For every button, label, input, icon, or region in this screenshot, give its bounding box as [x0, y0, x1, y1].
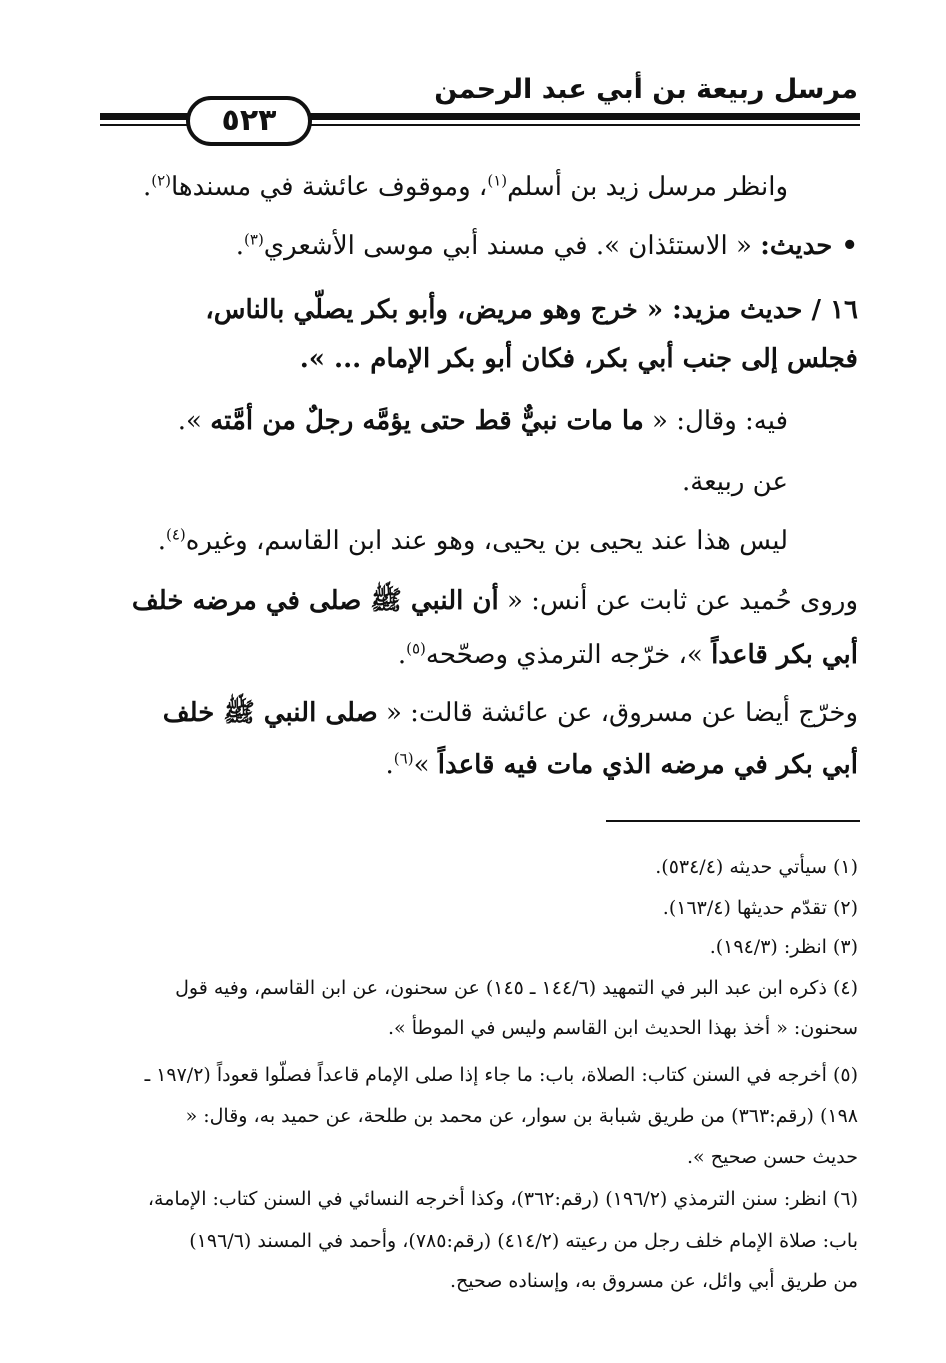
hadith-label: حديث مزيد:	[672, 295, 803, 325]
footnote-ref[interactable]: (٢)	[151, 171, 171, 190]
body-line-3: ١٦ / حديث مزيد: « خرج وهو مريض، وأبو بكر يصلّي بالناس،	[205, 295, 858, 325]
footnote-3: (٣) انظر: (١٩٤/٣).	[709, 936, 858, 958]
footnote-5-cont-2: حديث حسن صحيح ».	[687, 1146, 858, 1168]
footnote-5-cont: ١٩٨) (رقم:٣٦٣) من طريق شبابة بن سوار، عن محمد بن طلحة، عن حميد به، وقال: «	[185, 1105, 858, 1127]
body-line-2: • حديث: « الاستئذان ». في مسند أبي موسى الأشعري$^{(٣)}$.	[235, 230, 858, 261]
running-title: مرسل ربيعة بن أبي عبد الرحمن	[434, 74, 858, 105]
footnote-5: (٥) أخرجه في السنن كتاب: الصلاة، باب: ما جاء إذا صلى الإمام قاعداً فصلّوا قعوداً (١٩٧/٢ ـ	[144, 1064, 858, 1086]
body-line-4: فجلس إلى جنب أبي بكر، فكان أبو بكر الإمام ... ».	[299, 344, 858, 374]
footnote-2: (٢) تقدّم حديثها (١٦٣/٤).	[662, 897, 858, 919]
footnote-ref[interactable]: (٤)	[165, 525, 186, 544]
page-number: ٥٢٣	[186, 96, 312, 146]
footnote-ref[interactable]: (٦)	[393, 749, 414, 768]
footnote-6-cont: باب: صلاة الإمام خلف رجل من رعيته (٤١٤/٢) (رقم:٧٨٥)، وأحمد في المسند (١٩٦/٦)	[189, 1230, 858, 1252]
footnote-separator	[606, 820, 860, 822]
body-line-5: فيه: وقال: « ما مات نبيٌّ قط حتى يؤمَّه رجلٌ من أمَّته ».	[177, 406, 788, 436]
footnote-ref[interactable]: (٥)	[406, 639, 426, 658]
body-line-6: عن ربيعة.	[682, 467, 788, 497]
footnote-ref[interactable]: (١)	[487, 171, 508, 190]
body-line-1: وانظر مرسل زيد بن أسلم$^{(١)}$، وموقوف عائشة في مسندها$^{(٢)}$.	[142, 171, 788, 202]
footnote-4: (٤) ذكره ابن عبد البر في التمهيد (١٤٤/٦ ـ ١٤٥) عن سحنون، عن ابن القاسم، وفيه قول	[175, 977, 858, 999]
body-line-7: ليس هذا عند يحيى بن يحيى، وهو عند ابن القاسم، وغيره$^{(٤)}$.	[157, 525, 788, 556]
body-line-8: وروى حُميد عن ثابت عن أنس: « أن النبي ﷺ صلى في مرضه خلف	[131, 586, 858, 616]
body-line-11: أبي بكر في مرضه الذي مات فيه قاعداً »$^{(٦)}$.	[385, 749, 858, 780]
footnote-6-cont-2: من طريق أبي وائل، عن مسروق به، وإسناده صحيح.	[449, 1270, 858, 1292]
footnote-6: (٦) انظر: سنن الترمذي (١٩٦/٢) (رقم:٣٦٢)، وكذا أخرجه النسائي في السنن كتاب: الإمامة،	[147, 1188, 858, 1210]
footnote-4-cont: سحنون: « أخذ بهذا الحديث ابن القاسم وليس في الموطأ ».	[388, 1017, 858, 1039]
hadith-label: • حديث:	[760, 231, 858, 261]
body-line-9: أبي بكر قاعداً »، خرّجه الترمذي وصحّحه$^{(٥)}$.	[397, 639, 858, 670]
footnote-ref[interactable]: (٣)	[244, 230, 264, 249]
body-line-10: وخرّج أيضا عن مسروق، عن عائشة قالت: « صلى النبي ﷺ خلف	[162, 698, 858, 728]
footnote-1: (١) سيأتي حديثه (٥٣٤/٤).	[655, 856, 858, 878]
